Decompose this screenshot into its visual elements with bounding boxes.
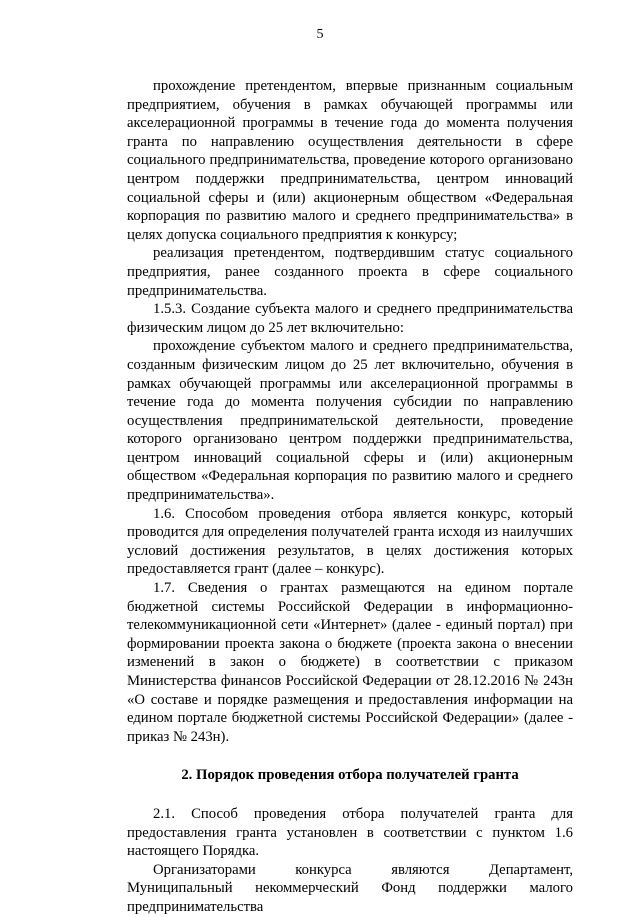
paragraph-1-7: 1.7. Сведения о грантах размещаются на едином портале бюджетной системы Российской Федерации в информационно-телекоммуникационной сети «Интернет» (далее - единый портал) при формировании проекта закона о бюджете (проекта закона о внесении изменений в закон о бюджете) в соответствии с приказом Министерства финансов Российской Федерации от 28.12.2016 № 243н «О составе и порядке размещения и предоставления информации на едином портале бюджетной системы Российской Федерации» (далее - приказ № 243н). xyxy=(127,580,573,745)
page-number: 5 xyxy=(316,27,324,42)
paragraph-1-6: 1.6. Способом проведения отбора является конкурс, который проводится для определения получателей гранта исходя из наилучших условий достижения результатов, в целях достижения которых предоставляется грант (далее – конкурс). xyxy=(127,505,573,578)
paragraph-social-enterprise-training: прохождение претендентом, впервые признанным социальным предприятием, обучения в рамках обучающей программы или акселерационной программы в течение года до момента получения гранта по направлению осуществления деятельности в сфере социального предпринимательства, проведение которого организовано центром поддержки предпринимательства, центром инноваций социальной сферы и (или) акционерным обществом «Федеральная корпорация по развитию малого и среднего предпринимательства» в целях допуска социального предприятия к конкурсу; xyxy=(127,78,573,243)
paragraph-1-5-3: 1.5.3. Создание субъекта малого и среднего предпринимательства физическим лицом до 25 лет включительно: xyxy=(127,301,573,336)
paragraph-2-1: 2.1. Способ проведения отбора получателей гранта для предоставления гранта установлен в соответствии с пунктом 1.6 настоящего Порядка. xyxy=(127,805,573,860)
document-body xyxy=(127,77,573,917)
paragraph-social-enterprise-project: реализация претендентом, подтвердившим статус социального предприятия, ранее созданного проекта в сфере социального предпринимательства. xyxy=(127,245,573,299)
paragraph-organizers: Организаторами конкурса являются Департамент, Муниципальный некоммерческий Фонд поддержки малого предпринимательства xyxy=(127,861,573,915)
section-title: 2. Порядок проведения отбора получателей гранта xyxy=(181,767,519,784)
paragraph-youth-entrepreneur-training: прохождение субъектом малого и среднего предпринимательства, созданным физическим лицом до 25 лет включительно, обучения в рамках обучающей программы или акселерационной программы в течение года до момента получения субсидии по направлению осуществления предпринимательской деятельности, проведение которого организовано центром поддержки предпринимательства, центром инноваций социальной сферы и (или) акционерным обществом «Федеральная корпорация по развитию малого и среднего предпринимательства». xyxy=(127,338,573,504)
